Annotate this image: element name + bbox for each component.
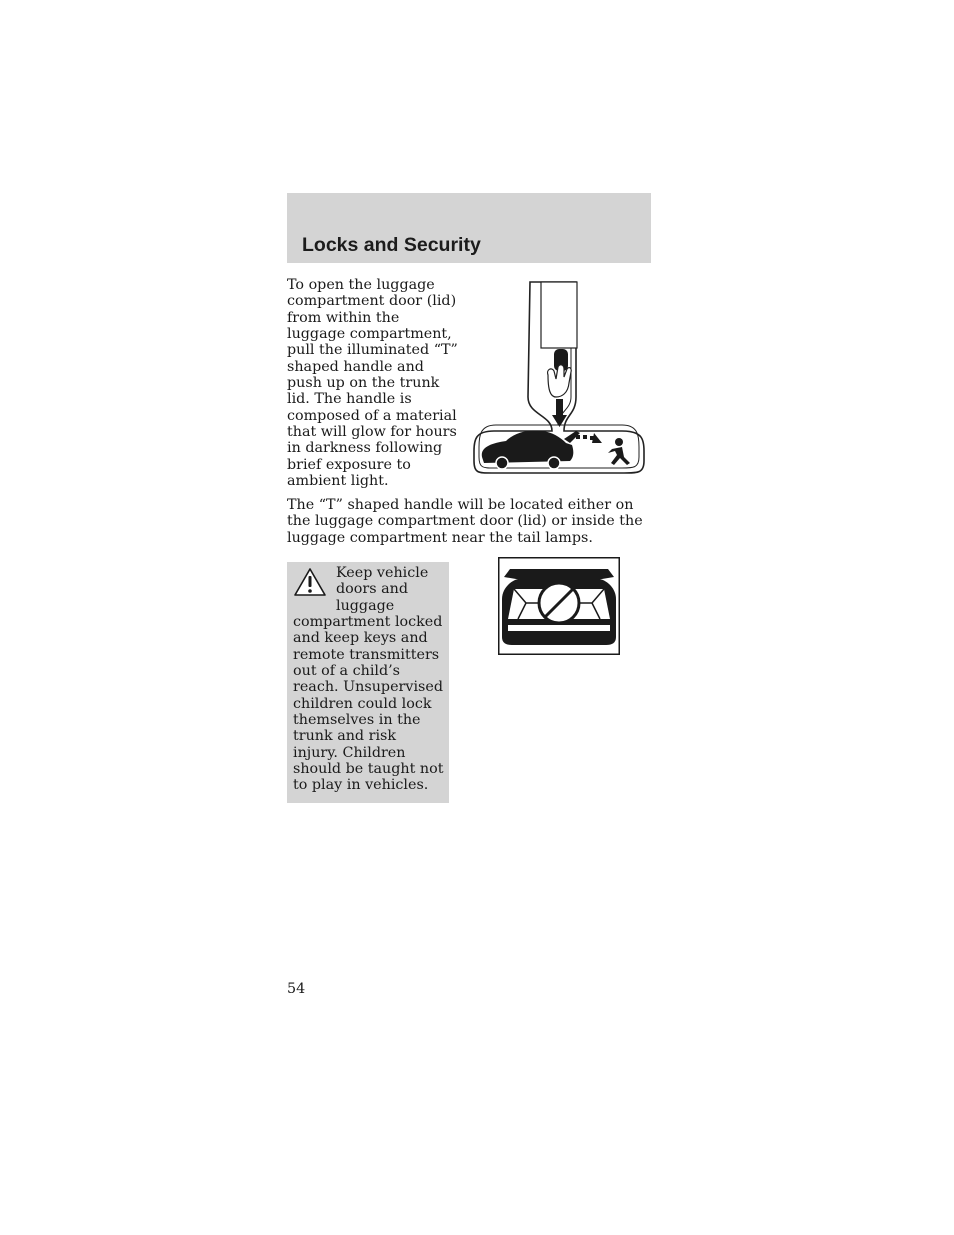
warning-box <box>287 562 449 803</box>
page-number: 54 <box>287 981 306 997</box>
no-children-in-trunk-icon <box>498 557 620 655</box>
warning-text: Keep vehicle doors and luggage compartment locked and keep keys and remote transmitters out of a child’s reach. Unsupervised children could lock themselves in the trunk and risk injury. Children should be taught not to play in vehicles. <box>293 565 444 794</box>
section-header <box>287 193 651 263</box>
trunk-release-handle-icon <box>472 279 648 475</box>
intro-paragraph: To open the luggage compartment door (lid) from within the luggage compartment, pull the illuminated “T” shaped handle and push up on the trunk lid. The handle is composed of a material that will glow for hours in darkness following brief exposure to ambient light. <box>287 277 458 490</box>
handle-location-paragraph: The “T” shaped handle will be located either on the luggage compartment door (lid) or inside the luggage compartment near the tail lamps. <box>287 497 643 546</box>
section-title: Locks and Security <box>302 234 481 256</box>
